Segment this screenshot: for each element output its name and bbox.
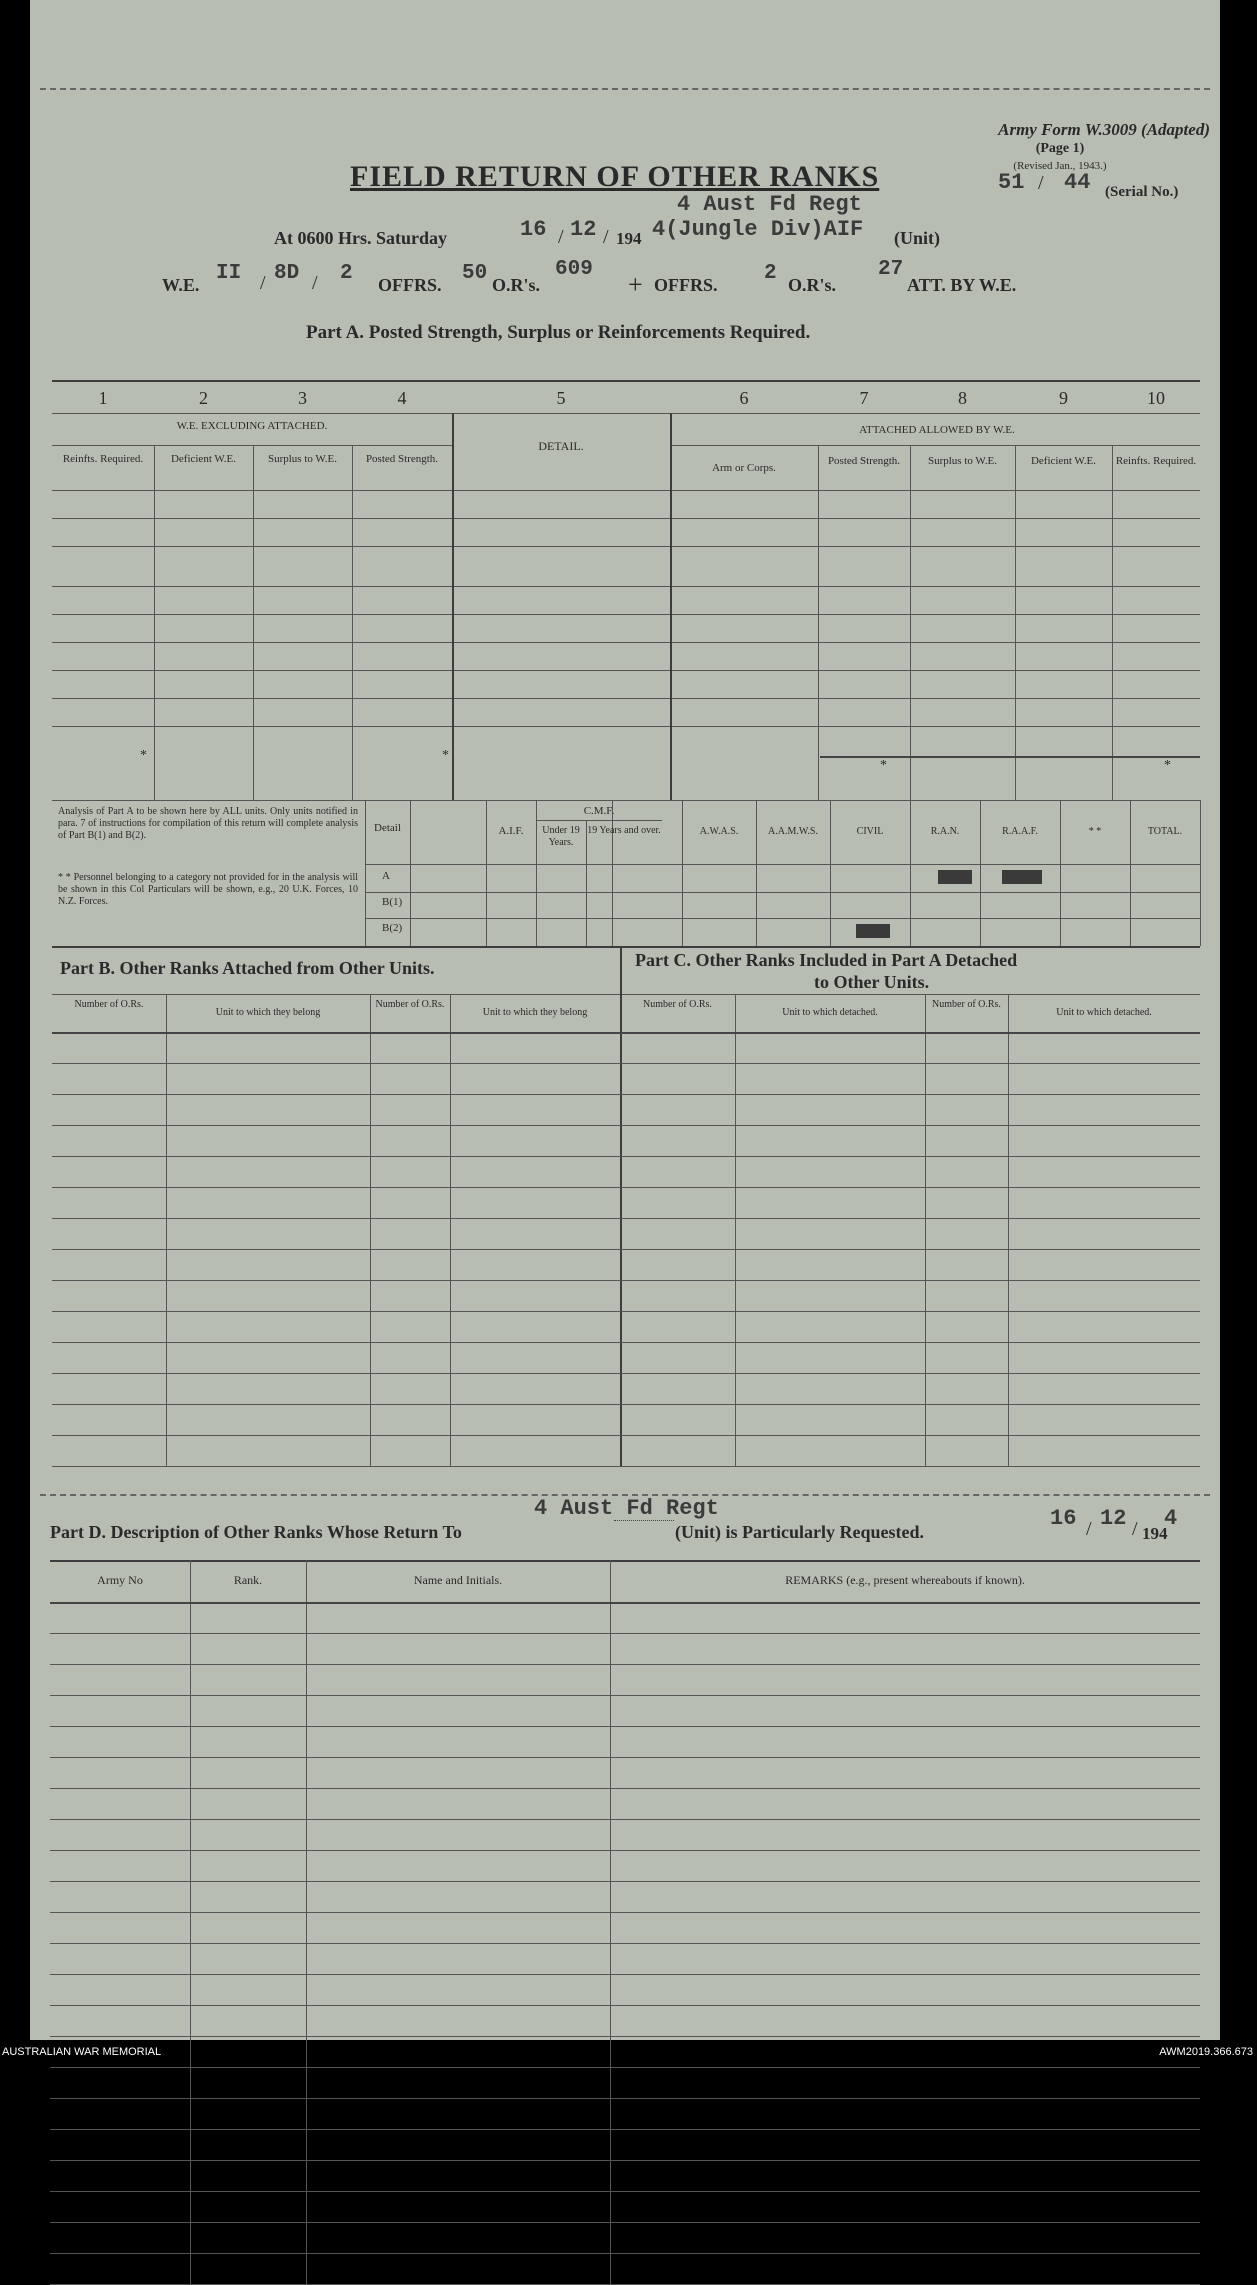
detail-header: DETAIL. <box>538 439 584 453</box>
analysis-row-label: B(1) <box>382 896 403 908</box>
ors-value: 609 <box>555 258 593 281</box>
redaction-mark <box>938 870 972 884</box>
part-c-header: Unit to which detached. <box>782 1007 878 1018</box>
unit-line-1: 4 Aust Fd Regt <box>677 192 862 217</box>
column-header: Deficient W.E. <box>1030 455 1097 467</box>
analysis-header: R.A.N. <box>930 826 960 837</box>
column-header: Posted Strength. <box>365 453 439 465</box>
analysis-header: Under 19 Years. <box>542 825 580 848</box>
column-number: 1 <box>98 388 108 408</box>
date-month: 12 <box>570 217 597 242</box>
column-header: Arm or Corps. <box>712 462 776 474</box>
form-number: Army Form W.3009 (Adapted) <box>998 120 1210 139</box>
date-year: 194 <box>616 229 642 248</box>
ors2-value: 27 <box>878 258 904 281</box>
analysis-note-2: * * Personnel belonging to a category not provided for in the analysis will be shown in this Col Particulars will be shown, e.g., 20 U.K. Forces, 10 N.Z. Forces. <box>58 872 358 907</box>
serial-label: (Serial No.) <box>1105 184 1179 200</box>
perforation-top <box>40 88 1210 90</box>
part-d-day: 16 <box>1050 1506 1077 1531</box>
column-header: Reinfts. Required. <box>1115 455 1197 467</box>
part-d-title-a: Part D. Description of Other Ranks Whose Return To <box>50 1522 462 1542</box>
column-header: Reinfts. Required. <box>62 453 144 465</box>
column-number: 7 <box>859 388 869 408</box>
analysis-row-label: A <box>382 870 390 882</box>
unit-label: (Unit) <box>894 228 940 248</box>
part-c-header: Unit to which detached. <box>1056 1007 1152 1018</box>
analysis-header: CIVIL <box>856 826 884 837</box>
column-number: 4 <box>397 388 407 408</box>
part-a-title: Part A. Posted Strength, Surplus or Reinforcements Required. <box>306 322 811 343</box>
form-sheet: Army Form W.3009 (Adapted) (Page 1) (Revised Jan., 1943.) 51 / 44 (Serial No.) FIELD RETURN OF OTHER RANKS 4 Aust Fd Regt At 0600 Hrs. Saturday 16 / 12 / 194 4(Jungle Div)AIF (Unit) W.E. II / 8D / 2 OFFRS. 50 O.R's. 609 + OFFRS. 2 O.R's. 27 ATT. BY W.E. Part A. Posted Strength, Surplus or Reinforcements Required. 1 2 3 4 5 6 7 8 9 10 W.E. EXCLUDING ATTACHED. ATTACHED ALLOWED BY W.E. DETAIL. Reinfts. Required. Deficient W.E. Surplus to W.E. Posted Strength. Arm or Corps. Posted Strength. Surplus to W.E. Deficient W.E. Reinfts. Required. * * * * Analysis of Part A to be shown here by ALL units. Only units notified in para. 7 of instructions for compilation of this return will complete analysis of Part B(1) and B(2). * * Personnel belonging to a category not provided for in the analysis will be shown in this Col Particulars will be shown, e.g., 20 U.K. Forces, 10 N.Z. Forces. Detail A.I.F. C.M.F. Under 19 Years. 19 Years and over. A.W.A.S. A.A.M.W.S. CIVIL R.A.N. R.A.A.F. * * TOTAL. A B(1) B(2) Part B. Other Ranks Attached from Other Units. Part C. Other Ranks Included in Part A Detached to Other Units. Number of O.Rs. Unit to which they belong Number of O.Rs. Unit to which they belong Number of O.Rs. Unit to which detached. Number of O.Rs. Unit to which detached. 4 Aust Fd Regt Part D. Description of Other Ranks Whose Return To (Unit) is Particularly Requested. 16 / 12 / 194 4 Army No Rank. Name and Initials. REMARKS (e.g., present whereabouts if known). <box>30 0 1220 2040</box>
column-header: Surplus to W.E. <box>927 455 998 467</box>
column-number: 6 <box>739 388 749 408</box>
we-value-1: II <box>216 262 242 285</box>
part-d-header: REMARKS (e.g., present whereabouts if known). <box>785 1573 1025 1587</box>
page-number: (Page 1) <box>1035 141 1085 156</box>
analysis-header: TOTAL. <box>1147 826 1183 837</box>
part-d-header: Name and Initials. <box>413 1573 503 1587</box>
part-d-header: Army No <box>97 1573 143 1587</box>
date-day: 16 <box>520 217 547 242</box>
analysis-header: A.W.A.S. <box>699 826 739 837</box>
offrs2-value: 2 <box>764 262 777 285</box>
column-header: Surplus to W.E. <box>267 453 338 465</box>
column-header: Posted Strength. <box>827 455 901 467</box>
part-d-header: Rank. <box>233 1573 263 1587</box>
part-b-header: Number of O.Rs. <box>74 999 144 1010</box>
part-b-header: Unit to which they belong <box>482 1007 588 1018</box>
column-number: 5 <box>556 388 566 408</box>
analysis-header: Detail <box>374 822 401 834</box>
part-b-header: Unit to which they belong <box>215 1007 321 1018</box>
column-number: 3 <box>298 388 307 408</box>
part-d-year-suffix: 4 <box>1164 1506 1178 1531</box>
analysis-note-1: Analysis of Part A to be shown here by ALL units. Only units notified in para. 7 of instructions for compilation of this return will complete analysis of Part B(1) and B(2). <box>58 806 358 841</box>
group-header-right: ATTACHED ALLOWED BY W.E. <box>859 424 1015 436</box>
serial-b: 44 <box>1064 170 1091 195</box>
part-c-header: Number of O.Rs. <box>643 999 712 1010</box>
offrs-value: 50 <box>462 262 488 285</box>
analysis-header: A.I.F. <box>498 825 524 837</box>
analysis-header: 19 Years and over. <box>587 825 661 836</box>
part-d-title-b: (Unit) is Particularly Requested. <box>675 1522 924 1542</box>
serial-a: 51 <box>998 170 1025 195</box>
column-number: 9 <box>1059 388 1068 408</box>
at-label: At 0600 Hrs. Saturday <box>274 228 448 248</box>
unit-line-2: 4(Jungle Div)AIF <box>652 217 864 242</box>
we-value-3: 2 <box>340 262 353 285</box>
part-c-title-2: to Other Units. <box>814 972 930 992</box>
part-d-year: 194 <box>1142 1524 1168 1543</box>
column-number: 2 <box>199 388 208 408</box>
footer-right: AWM2019.366.673 <box>1159 2046 1253 2058</box>
column-number: 8 <box>958 388 967 408</box>
redaction-mark <box>856 924 890 938</box>
part-d-unit: 4 Aust Fd Regt <box>534 1496 719 1521</box>
part-d-month: 12 <box>1100 1506 1127 1531</box>
group-header-left: W.E. EXCLUDING ATTACHED. <box>176 420 328 432</box>
column-number: 10 <box>1147 388 1165 408</box>
analysis-header: C.M.F. <box>583 805 615 817</box>
footer <box>0 2044 1257 2061</box>
part-c-header: Number of O.Rs. <box>932 999 1001 1010</box>
revised-note: (Revised Jan., 1943.) <box>1013 160 1107 172</box>
part-b-title: Part B. Other Ranks Attached from Other Units. <box>60 958 435 978</box>
part-b-header: Number of O.Rs. <box>375 999 445 1010</box>
analysis-header: * * <box>1088 826 1102 837</box>
footer-left: AUSTRALIAN WAR MEMORIAL <box>2 2046 162 2058</box>
analysis-row-label: B(2) <box>382 922 403 934</box>
column-header: Deficient W.E. <box>170 453 237 465</box>
part-c-title-1: Part C. Other Ranks Included in Part A Detached <box>635 950 1018 970</box>
redaction-mark <box>1002 870 1042 884</box>
we-value-2: 8D <box>274 262 300 285</box>
analysis-header: R.A.A.F. <box>1002 826 1038 837</box>
analysis-header: A.A.M.W.S. <box>768 826 818 837</box>
page-title: FIELD RETURN OF OTHER RANKS <box>350 160 880 193</box>
